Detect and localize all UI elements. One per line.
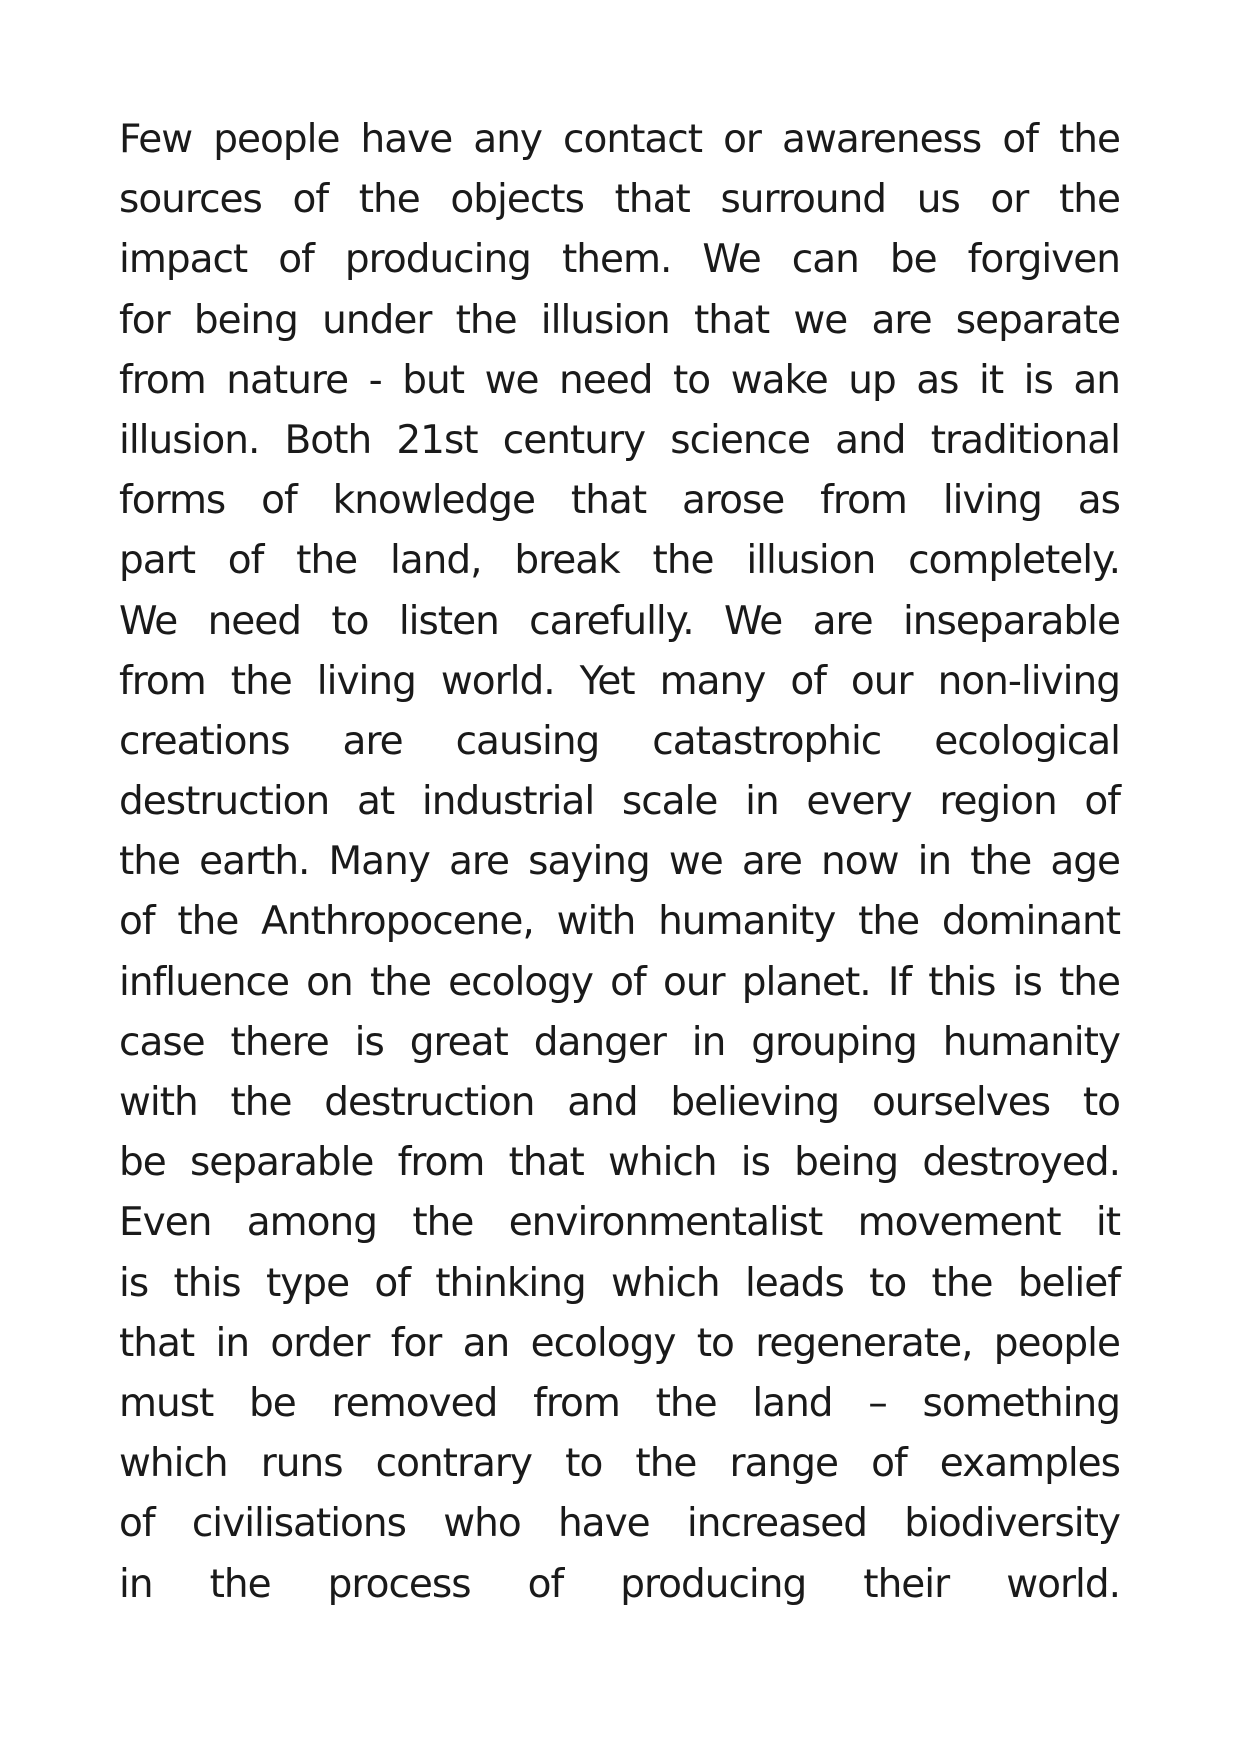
paragraph-line: forms of knowledge that arose from living as [119,478,1120,524]
paragraph-line: case there is great danger in grouping humanity [119,1019,1120,1065]
paragraph-line: illusion. Both 21st century science and traditional [119,417,1120,463]
paragraph-line: is this type of thinking which leads to the belief [119,1260,1120,1306]
paragraph-line: creations are causing catastrophic ecological [119,718,1120,764]
paragraph-line: Even among the environmentalist movement it [119,1200,1120,1246]
paragraph-line: for being under the illusion that we are separate [119,297,1120,343]
paragraph-line: which runs contrary to the range of examples [119,1441,1120,1487]
paragraph-line: We need to listen carefully. We are inseparable [119,598,1120,644]
paragraph-line: in the process of producing their world. [119,1561,1120,1607]
paragraph-line: be separable from that which is being destroyed. [119,1140,1120,1186]
paragraph-line: of the Anthropocene, with humanity the dominant [119,899,1120,945]
paragraph-line: of civilisations who have increased biodiversity [119,1501,1120,1547]
paragraph-line: part of the land, break the illusion completely. [119,538,1120,584]
paragraph-line: must be removed from the land – something [119,1380,1120,1426]
paragraph-line: that in order for an ecology to regenerate, people [119,1320,1120,1366]
paragraph-line: from nature - but we need to wake up as it is an [119,357,1120,403]
paragraph-line: from the living world. Yet many of our non-living [119,658,1120,704]
paragraph-line: the earth. Many are saying we are now in the age [119,839,1120,885]
paragraph-line: sources of the objects that surround us or the [119,177,1120,223]
paragraph-line: Few people have any contact or awareness of the [119,117,1120,162]
paragraph-line: impact of producing them. We can be forgiven [119,237,1120,283]
body-paragraph [119,110,1120,1615]
paragraph-line: with the destruction and believing ourselves to [119,1080,1120,1125]
paragraph-line: influence on the ecology of our planet. If this is the [119,959,1120,1005]
paragraph-line: destruction at industrial scale in every region of [119,779,1120,825]
